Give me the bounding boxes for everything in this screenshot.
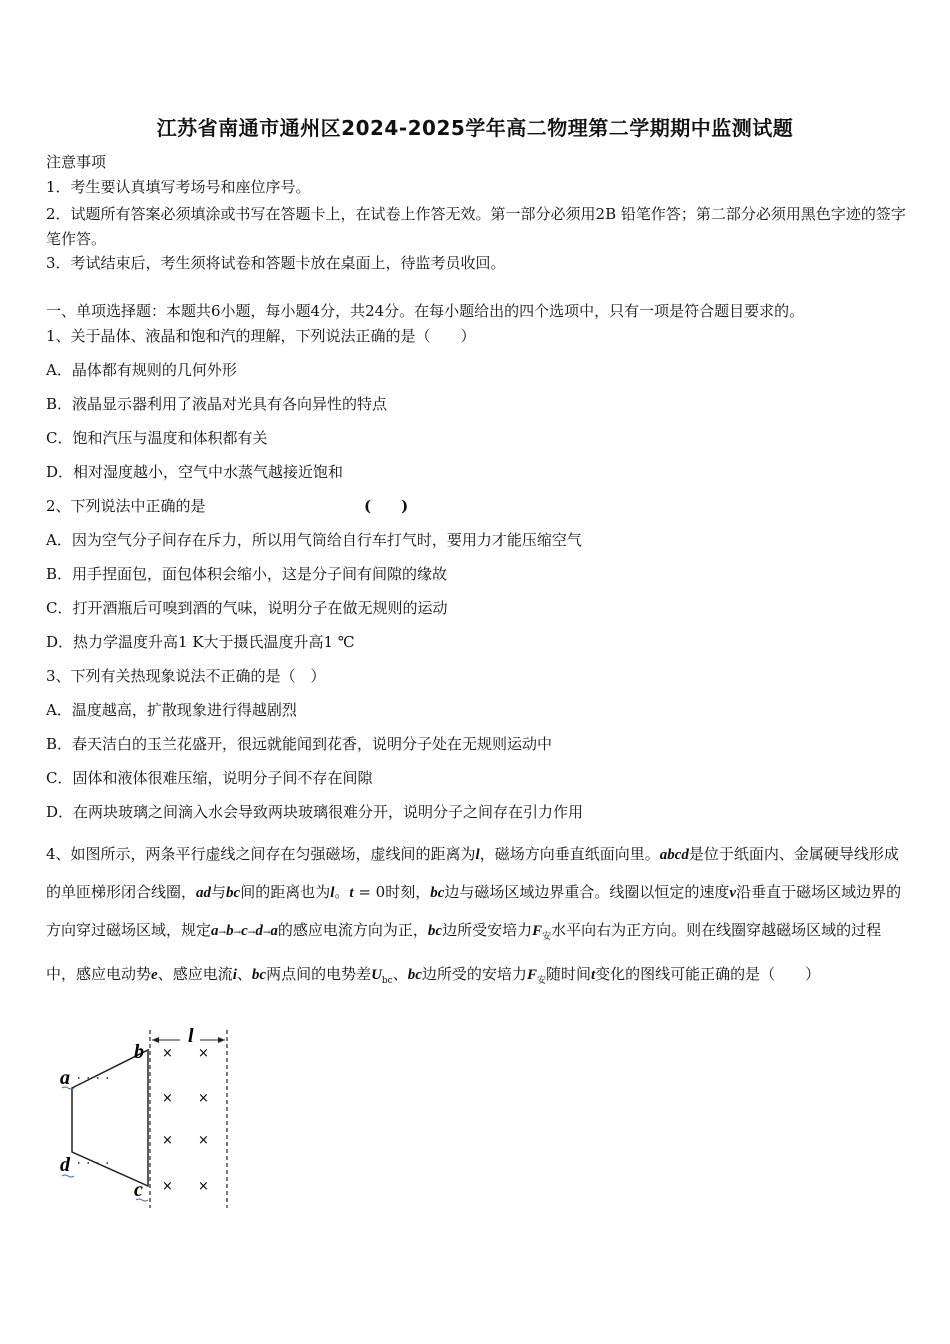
q2-stem: 2、下列说法中正确的是: [46, 497, 206, 515]
field-cross: ×: [162, 1179, 173, 1194]
q4-var: e: [151, 967, 158, 983]
q4-arrow: →: [262, 928, 271, 938]
arrowhead-left: [152, 1037, 159, 1043]
q1-option-c: C．饱和汽压与温度和体积都有关: [46, 429, 268, 447]
field-cross: ×: [198, 1091, 209, 1106]
q4-text: 间的距离也为: [240, 883, 331, 901]
q3-stem: 3、下列有关热现象说法不正确的是（ ）: [46, 667, 326, 685]
q2-option-a: A．因为空气分子间存在斥力，所以用气筒给自行车打气时，要用力才能压缩空气: [46, 531, 582, 549]
q4-text: 边所受的安培力: [421, 965, 527, 983]
notice-item-2: 2．试题所有答案必须填涂或书写在答题卡上，在试卷上作答无效。第一部分必须用2B 铅笔作答；第二部分必须用黑色字迹的签字笔作答。: [46, 205, 906, 248]
q4-arrow: →: [233, 928, 242, 938]
arrowhead-right: [218, 1037, 225, 1043]
q4-text: 沿垂直于磁场区域边界的方向穿过磁场区域，规定: [46, 883, 902, 939]
q4-var: U: [371, 967, 382, 983]
q4-var: d: [255, 923, 263, 939]
q4-var: bc: [407, 967, 422, 983]
q3-option-c: C．固体和液体很难压缩，说明分子间不存在间隙: [46, 769, 373, 787]
q4-text: 随时间: [545, 965, 591, 983]
label-d: d: [60, 1154, 70, 1176]
q4-text: = 0时刻，: [353, 883, 431, 901]
q2-stem-line: [46, 496, 916, 516]
coil-magnetic-field-figure: [54, 1024, 244, 1214]
q3-option-b: B．春天洁白的玉兰花盛开，很远就能闻到花香，说明分子处在无规则运动中: [46, 735, 553, 753]
notice-heading: 注意事项: [46, 153, 107, 171]
q4-var: abcd: [659, 847, 689, 863]
q4-text: 。: [334, 883, 350, 901]
q4-text: 与: [211, 883, 227, 901]
q4-var: a: [211, 923, 219, 939]
label-a: a: [60, 1067, 70, 1089]
q4-text: ，磁场方向垂直纸面向里。: [479, 845, 660, 863]
field-cross: ×: [162, 1133, 173, 1148]
q4-var: F: [532, 923, 543, 939]
trapezoid-coil: [72, 1050, 148, 1186]
q4-text: 的感应电流方向为正，: [277, 921, 428, 939]
q4-var: l: [330, 885, 335, 901]
q2-paren: ( ): [364, 497, 409, 515]
q4-var: b: [226, 923, 234, 939]
q1-option-d: D．相对湿度越小，空气中水蒸气越接近饱和: [46, 463, 344, 481]
q4-text: 变化的图线可能正确的是（ ）: [595, 965, 821, 983]
page-title: 江苏省南通市通州区2024-2025学年高二物理第二学期期中监测试题: [156, 116, 794, 140]
q4-subscript: 安: [536, 976, 546, 986]
q1-stem: 1、关于晶体、液晶和饱和汽的理解，下列说法正确的是（ ）: [46, 327, 476, 345]
q1-option-a: A．晶体都有规则的几何外形: [46, 361, 237, 379]
q4-var: a: [270, 923, 278, 939]
q4-arrow: →: [247, 928, 256, 938]
q4-arrow: →: [218, 928, 227, 938]
q4-text: 是位于纸面内、金属硬导线形成的单匝梯形闭合线圈，: [46, 845, 899, 901]
field-cross: ×: [162, 1091, 173, 1106]
q4-var: l: [475, 847, 480, 863]
q4-text: 4、如图所示，两条平行虚线之间存在匀强磁场，虚线间的距离为: [46, 845, 476, 863]
q4-var: t: [349, 885, 354, 901]
q4-var: bc: [251, 967, 267, 983]
q4-text: 、: [392, 965, 408, 983]
q1-option-b: B．液晶显示器利用了液晶对光具有各向异性的特点: [46, 395, 388, 413]
q3-option-a: A．温度越高，扩散现象进行得越剧烈: [46, 701, 297, 719]
q4-text: 边与磁场区域边界重合。线圈以恒定的速度: [444, 883, 730, 901]
q4-var: i: [232, 967, 237, 983]
notice-item-1: 1．考生要认真填写考场号和座位序号。: [46, 178, 311, 196]
q4-var: bc: [430, 885, 445, 901]
q4-var: bc: [226, 885, 241, 901]
q2-option-c: C．打开酒瓶后可嗅到酒的气味，说明分子在做无规则的运动: [46, 599, 448, 617]
field-cross: ×: [198, 1046, 209, 1061]
q4-text: 两点间的电势差: [266, 965, 372, 983]
label-b: b: [134, 1041, 144, 1063]
field-cross: ×: [162, 1046, 173, 1061]
q4-var: bc: [427, 923, 443, 939]
q4-var: t: [590, 967, 596, 983]
q4-var: v: [729, 885, 737, 901]
q2-option-d: D．热力学温度升高1 K大于摄氏温度升高1 ℃: [46, 633, 355, 651]
field-cross: ×: [198, 1133, 209, 1148]
field-cross: ×: [198, 1179, 209, 1194]
q4-text: 边所受安培力: [442, 921, 533, 939]
q3-option-d: D．在两块玻璃之间滴入水会导致两块玻璃很难分开，说明分子之间存在引力作用: [46, 803, 584, 821]
section-heading: 一、单项选择题：本题共6小题，每小题4分，共24分。在每小题给出的四个选项中，只有一项是符合题目要求的。: [46, 302, 805, 320]
q4-var: F: [526, 967, 537, 983]
label-l: l: [188, 1025, 194, 1047]
q4-subscript: bc: [381, 976, 393, 986]
q4-var: ad: [196, 885, 212, 901]
q4-text: 、感应电流: [157, 965, 233, 983]
q4-var: c: [241, 923, 248, 939]
q4-text: 水平向右为正方向。则在线圈穿越磁场区域的过程中，感应电动势: [46, 921, 882, 983]
label-c: c: [134, 1179, 143, 1201]
q4-subscript: 安: [542, 932, 552, 942]
notice-item-3: 3．考试结束后，考生须将试卷和答题卡放在桌面上，待监考员收回。: [46, 254, 506, 272]
q4-stem: [46, 836, 908, 1000]
q4-text: 、: [236, 965, 252, 983]
q2-option-b: B．用手捏面包，面包体积会缩小，这是分子间有间隙的缘故: [46, 565, 448, 583]
